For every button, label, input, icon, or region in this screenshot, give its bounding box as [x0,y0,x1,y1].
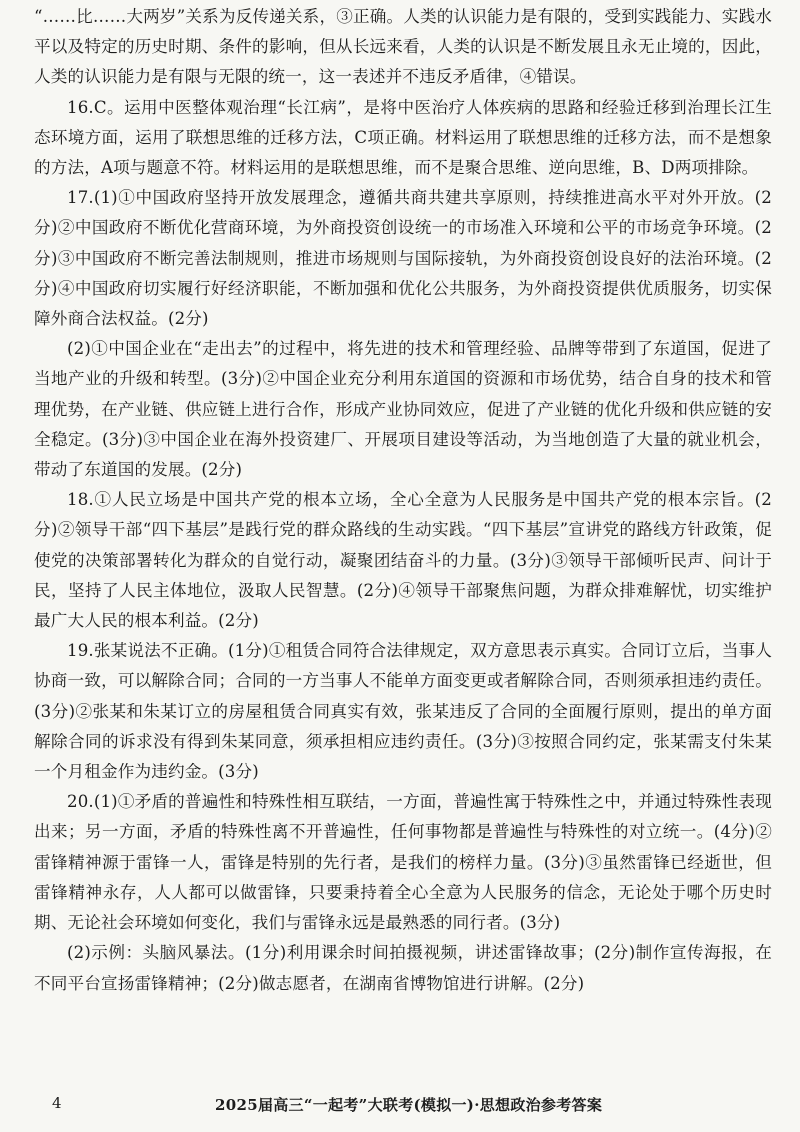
answer-paragraph-20-1: 20.(1)①矛盾的普遍性和特殊性相互联结，一方面，普遍性寓于特殊性之中，并通过特殊性表现出来；另一方面，矛盾的特殊性离不开普遍性，任何事物都是普遍性与特殊性的对立统一。(4分)②雷锋精神源于雷锋一人，雷锋是特别的先行者，是我们的榜样力量。(3分)③虽然雷锋已经逝世，但雷锋精神永存，人人都可以做雷锋，只要秉持着全心全意为人民服务的信念，无论处于哪个历史时期、无论社会环境如何变化，我们与雷锋永远是最熟悉的同行者。(3分) [34,792,772,933]
answer-paragraph-continuation: “……比……大两岁”关系为反传递关系，③正确。人类的认识能力是有限的，受到实践能力、实践水平以及特定的历史时期、条件的影响，但从长远来看，人类的认识是不断发展且永无止境的，因此，人类的认识能力是有限与无限的统一，这一表述并不违反矛盾律，④错误。 [34,7,772,87]
footer-title: 2025届高三“一起考”大联考(模拟一)·思想政治参考答案 [215,1096,603,1114]
answer-paragraph-18: 18.①人民立场是中国共产党的根本立场，全心全意为人民服务是中国共产党的根本宗旨。(2分)②领导干部“四下基层”是践行党的群众路线的生动实践。“四下基层”宣讲党的路线方针政策，促使党的决策部署转化为群众的自觉行动，凝聚团结奋斗的力量。(3分)③领导干部倾听民声、问计于民，坚持了人民主体地位，汲取人民智慧。(2分)④领导干部聚焦问题，为群众排难解忧，切实维护最广大人民的根本利益。(2分) [34,490,772,631]
page-footer [0,1091,800,1117]
answer-paragraph-16: 16.C。运用中医整体观治理“长江病”，是将中医治疗人体疾病的思路和经验迁移到治理长江生态环境方面，运用了联想思维的迁移方法，C项正确。材料运用了联想思维的迁移方法，而不是想象的方法，A项与题意不符。材料运用的是联想思维，而不是聚合思维、逆向思维，B、D两项排除。 [34,97,772,178]
page-number: 4 [52,1094,62,1112]
answer-paragraph-20-2: (2)示例：头脑风暴法。(1分)利用课余时间拍摄视频，讲述雷锋故事；(2分)制作宣传海报，在不同平台宣扬雷锋精神；(2分)做志愿者，在湖南省博物馆进行讲解。(2分) [34,943,772,993]
answer-body [34,2,772,999]
answer-paragraph-17-2: (2)①中国企业在“走出去”的过程中，将先进的技术和管理经验、品牌等带到了东道国，促进了当地产业的升级和转型。(3分)②中国企业充分利用东道国的资源和市场优势，结合自身的技术和管理优势，在产业链、供应链上进行合作，形成产业协同效应，促进了产业链的优化升级和供应链的安全稳定。(3分)③中国企业在海外投资建厂、开展项目建设等活动，为当地创造了大量的就业机会，带动了东道国的发展。(2分) [34,339,772,480]
answer-paragraph-17-1: 17.(1)①中国政府坚持开放发展理念，遵循共商共建共享原则，持续推进高水平对外开放。(2分)②中国政府不断优化营商环境，为外商投资创设统一的市场准入环境和公平的市场竞争环境。(2分)③中国政府不断完善法制规则，推进市场规则与国际接轨，为外商投资创设良好的法治环境。(2分)④中国政府切实履行好经济职能，不断加强和优化公共服务，为外商投资提供优质服务，切实保障外商合法权益。(2分) [34,188,772,329]
answer-paragraph-19: 19.张某说法不正确。(1分)①租赁合同符合法律规定，双方意思表示真实。合同订立后，当事人协商一致，可以解除合同；合同的一方当事人不能单方面变更或者解除合同，否则须承担违约责任。(3分)②张某和朱某订立的房屋租赁合同真实有效，张某违反了合同的全面履行原则，提出的单方面解除合同的诉求没有得到朱某同意，须承担相应违约责任。(3分)③按照合同约定，张某需支付朱某一个月租金作为违约金。(3分) [34,641,772,782]
